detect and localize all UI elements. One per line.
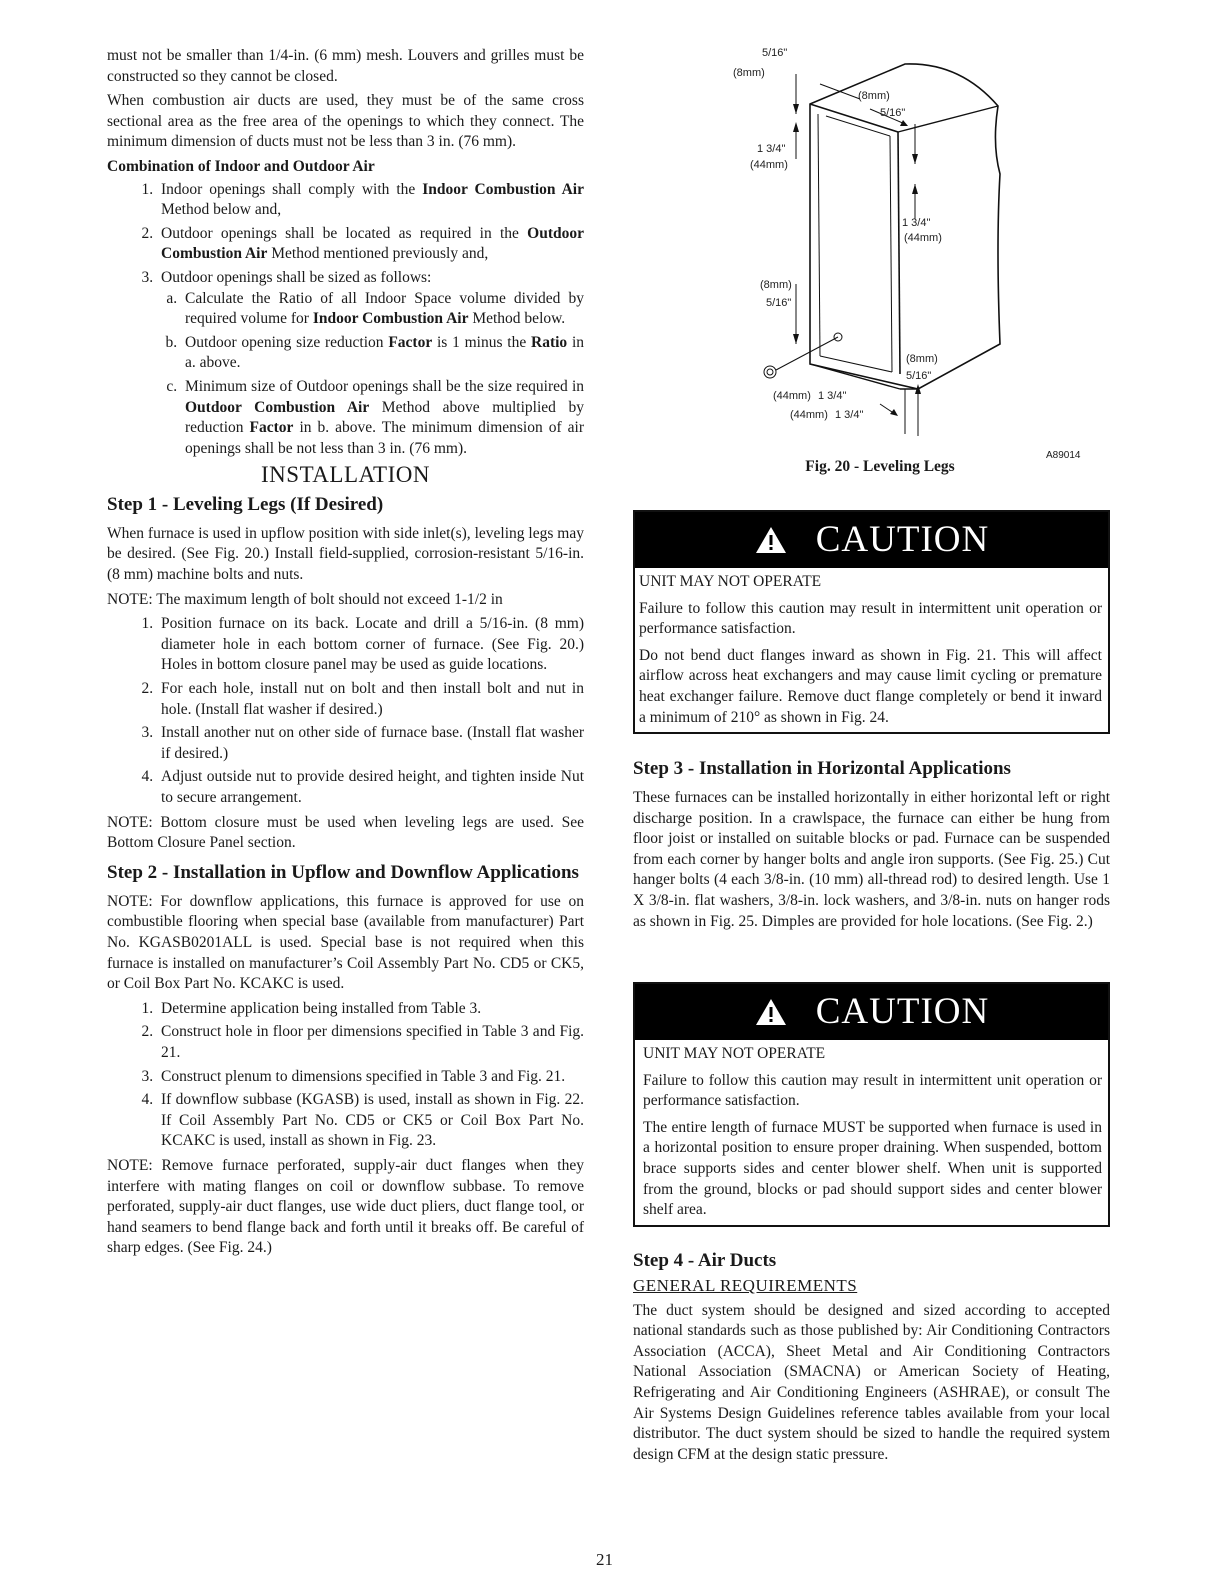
label-1-3-4: 1 3/4" [835,409,864,421]
step1-title: Step 1 - Leveling Legs (If Desired) [107,493,384,515]
leveling-legs-figure [730,44,1020,444]
warning-triangle-icon [754,997,788,1027]
figure-id: A89014 [1046,450,1081,461]
list-item: 3. Outdoor openings shall be sized as follows: a. Calculate the Ratio of all Indoor Space volume divided by required volume for Indoor Combustion Air Method below. b. Outdoor opening size reduction Factor is 1 minus the Ratio in a. above. c. Minimum size of Outdoor openings shall be the size required in Outdoor Combustion Air Method above multiplied by reduction Factor in b. above. The minimum dimension of air openings shall be not less than 3 in. (76 mm). [157,268,584,459]
caution-word: CAUTION [815,990,990,1032]
label-8mm: (8mm) [760,279,792,291]
left-column [107,46,584,1263]
step1-paragraph: When furnace is used in upflow position with side inlet(s), leveling legs may be desired. (See Fig. 20.) Install field-supplied, corrosion-resistant 5/16-in. (8 mm) machine bolts and nuts. [107,524,584,584]
label-5-16: 5/16" [906,370,932,382]
warning-triangle-icon [754,525,788,555]
caution-title: UNIT MAY NOT OPERATE [639,573,822,590]
list-item: 4. Adjust outside nut to provide desired height, and tighten inside Nut to secure arrangement. [157,767,584,808]
step4-section [633,1248,1110,1469]
label-44mm: (44mm) [750,159,788,171]
label-1-3-4: 1 3/4" [818,390,847,402]
caution-paragraph: The entire length of furnace MUST be supported when furnace is used in a horizontal position to ensure proper draining. When suspended, bottom brace supports sides and center blower shelf. When unit is supported from the ground, blocks or pad should support sides and center blower shelf area. [643,1118,1102,1219]
list-item: 1. Indoor openings shall comply with the Indoor Combustion Air Method below and, [157,180,584,221]
list-item: a. Calculate the Ratio of all Indoor Space volume divided by required volume for Indoor Combustion Air Method below. [181,289,584,330]
list-item: 1. Position furnace on its back. Locate and drill a 5/16-in. (8 mm) diameter hole in each bottom corner of furnace. (See Fig. 20.) Holes in bottom closure panel may be used as guide locations. [157,614,584,676]
list-item: 1. Determine application being installed from Table 3. [157,999,584,1020]
paragraph-mesh: must not be smaller than 1/4-in. (6 mm) mesh. Louvers and grilles must be constructed so they cannot be closed. [107,47,584,85]
step2-note2: NOTE: Remove furnace perforated, supply-air duct flanges when they interfere with mating flanges on coil or downflow subbase. To remove perforated, supply-air duct flanges, use wide duct pliers, duct flange tool, or hand seamers to bend flange back and forth until it breaks off. Be careful of sharp edges. (See Fig. 24.) [107,1156,584,1257]
label-44mm: (44mm) [790,409,828,421]
caution-paragraph: Do not bend duct flanges inward as shown in Fig. 21. This will affect airflow across heat exchangers and may cause limit cycling or premature heat exchanger failure. Remove duct flange completely or bend it inward a minimum of 210° as shown in Fig. 24. [639,646,1102,726]
label-5-16: 5/16" [880,107,906,119]
list-item: 2. Outdoor openings shall be located as required in the Outdoor Combustion Air Method mentioned previously and, [157,224,584,265]
caution-box-1 [633,510,1110,734]
label-5-16: 5/16" [766,297,792,309]
label-44mm: (44mm) [773,390,811,402]
list-item: 2. For each hole, install nut on bolt and then install bolt and nut in hole. (Install flat washer if desired.) [157,679,584,720]
label-1-3-4: 1 3/4" [902,217,931,229]
figure-caption: Fig. 20 - Leveling Legs [805,458,955,475]
label-44mm: (44mm) [904,232,942,244]
step3-section [633,756,1110,936]
step2-note: NOTE: For downflow applications, this furnace is approved for use on combustible flooring when special base (available from manufacturer) Part No. KGASB0201ALL is used. Special base is not required when this furnace is installed on manufacturer’s Coil Assembly Part No. CD5 or CK5, or Coil Box Part No. KCAKC is used. [107,892,584,993]
caution-box-2 [633,982,1110,1227]
list-item: 4. If downflow subbase (KGASB) is used, install as shown in Fig. 22. If Coil Assembly Part No. CD5 or CK5 or Coil Box Part No. KCAKC is used, install as shown in Fig. 23. [157,1090,584,1152]
list-item: 3. Construct plenum to dimensions specified in Table 3 and Fig. 21. [157,1067,584,1088]
list-item: b. Outdoor opening size reduction Factor is 1 minus the Ratio in a. above. [181,333,584,374]
general-requirements-heading: GENERAL REQUIREMENTS [633,1276,858,1295]
label-5-16: 5/16" [762,47,788,59]
caution-header [635,984,1108,1040]
step2-list [107,999,584,1152]
step4-title: Step 4 - Air Ducts [633,1250,777,1271]
installation-heading: INSTALLATION [261,462,430,488]
list-item: c. Minimum size of Outdoor openings shall be the size required in Outdoor Combustion Air Method above multiplied by reduction Factor in b. above. The minimum dimension of air openings shall be not less than 3 in. (76 mm). [181,377,584,459]
caution-title: UNIT MAY NOT OPERATE [643,1045,826,1062]
caution-header [635,512,1108,568]
combo-sublist [161,289,584,460]
step4-paragraph: The duct system should be designed and sized according to accepted national standards such as those published by: Air Conditioning Contractors Association (ACCA), Sheet Metal and Air Conditioning Contractors National Association (SMACNA) or American Society of Heating, Refrigerating and Air Conditioning Engineers (ASHRAE), or consult The Air Systems Design Guidelines reference tables available from your local distributor. The duct system should be sized to handle the required system design CFM at the design static pressure. [633,1301,1110,1463]
page-number: 21 [596,1550,613,1569]
step1-note2: NOTE: Bottom closure must be used when leveling legs are used. See Bottom Closure Panel section. [107,813,584,852]
list-item: 2. Construct hole in floor per dimensions specified in Table 3 and Fig. 21. [157,1022,584,1063]
caution-paragraph: Failure to follow this caution may result in intermittent unit operation or performance satisfaction. [643,1071,1102,1110]
list-item: 3. Install another nut on other side of furnace base. (Install flat washer if desired.) [157,723,584,764]
label-8mm: (8mm) [733,67,765,79]
combo-list [107,180,584,460]
combo-heading: Combination of Indoor and Outdoor Air [107,157,375,175]
step1-list [107,614,584,808]
label-8mm: (8mm) [858,90,890,102]
label-1-3-4: 1 3/4" [757,143,786,155]
caution-paragraph: Failure to follow this caution may result in intermittent unit operation or performance satisfaction. [639,599,1102,638]
step2-title: Step 2 - Installation in Upflow and Downflow Applications [107,861,579,883]
label-8mm: (8mm) [906,353,938,365]
step3-paragraph: These furnaces can be installed horizontally in either horizontal left or right discharge position. In a crawlspace, the furnace can either be hung from floor joist or installed on suitable blocks or pad. Furnace can be suspended from each corner by hanger bolts and angle iron supports. (See Fig. 25.) Cut hanger bolts (4 each 3/8-in. (10 mm) all-thread rod) to desired length. Use 1 X 3/8-in. flat washers, 3/8-in. lock washers, and 3/8-in. nuts on hanger rods as shown in Fig. 25. Dimples are provided for hole locations. (See Fig. 2.) [633,789,1110,930]
step3-title: Step 3 - Installation in Horizontal Applications [633,758,1011,779]
paragraph-ducts: When combustion air ducts are used, they must be of the same cross sectional area as the free area of the openings to which they connect. The minimum dimension of ducts must not be less than 3 in. (76 mm). [107,92,584,151]
step1-note: NOTE: The maximum length of bolt should not exceed 1-1/2 in [107,590,503,608]
caution-word: CAUTION [815,518,990,560]
